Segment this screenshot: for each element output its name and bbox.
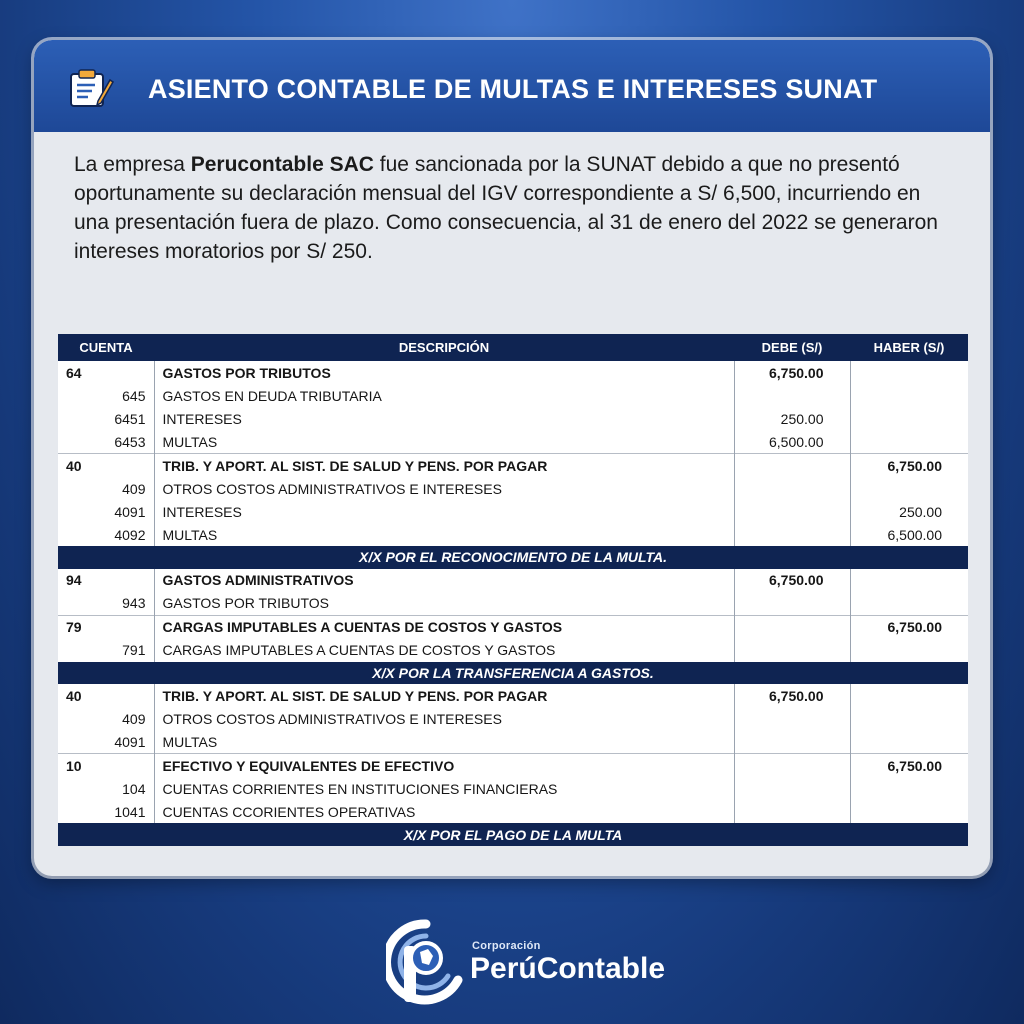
account-description: GASTOS POR TRIBUTOS [154,592,734,616]
debit-amount [734,384,850,407]
account-code: 6453 [58,430,154,454]
account-code: 40 [58,454,154,478]
debit-amount [734,615,850,639]
company-name: Perucontable SAC [190,153,374,176]
subaccount-row [58,707,968,730]
account-row [58,754,968,778]
logo-corporation-label: Corporación [472,940,541,952]
credit-amount [850,730,968,754]
debit-amount: 6,750.00 [734,684,850,707]
credit-amount [850,407,968,430]
account-code: 409 [58,707,154,730]
debit-amount [734,777,850,800]
account-code: 791 [58,639,154,662]
debit-amount: 6,750.00 [734,569,850,592]
credit-amount [850,800,968,823]
account-code: 4091 [58,730,154,754]
entry-note: X/X POR LA TRANSFERENCIA A GASTOS. [58,662,968,685]
entry-note-row [58,546,968,569]
credit-amount [850,639,968,662]
account-description: TRIB. Y APORT. AL SIST. DE SALUD Y PENS. POR PAGAR [154,454,734,478]
account-code: 104 [58,777,154,800]
account-code: 10 [58,754,154,778]
subaccount-row [58,592,968,616]
account-code: 6451 [58,407,154,430]
brand-logo [386,918,706,1008]
credit-amount [850,684,968,707]
subaccount-row [58,384,968,407]
debit-amount [734,800,850,823]
header-debe: DEBE (S/) [734,334,850,361]
account-row [58,454,968,478]
account-code: 64 [58,361,154,384]
account-description: INTERESES [154,500,734,523]
debit-amount: 6,500.00 [734,430,850,454]
perucontable-logo-icon [386,918,464,1006]
account-description: MULTAS [154,430,734,454]
table-body [58,361,968,846]
account-description: MULTAS [154,523,734,546]
account-description: GASTOS ADMINISTRATIVOS [154,569,734,592]
credit-amount: 6,750.00 [850,454,968,478]
intro-text-rest: fue sancionada por la SUNAT debido a que no presentó oportunamente su declaración mensual del IGV correspondiente a S/ 6,500, incurriendo en una presentación fuera de plazo. Como consecuencia, al 31 de enero del 2022 se generaron intereses moratorios por S/ 250. [74,153,938,263]
credit-amount [850,707,968,730]
account-description: CARGAS IMPUTABLES A CUENTAS DE COSTOS Y GASTOS [154,639,734,662]
account-description: CUENTAS CCORIENTES OPERATIVAS [154,800,734,823]
credit-amount [850,477,968,500]
account-description: INTERESES [154,407,734,430]
account-description: GASTOS EN DEUDA TRIBUTARIA [154,384,734,407]
debit-amount [734,730,850,754]
credit-amount: 6,750.00 [850,754,968,778]
debit-amount [734,454,850,478]
header-descripcion: DESCRIPCIÓN [154,334,734,361]
entry-note-row [58,823,968,846]
debit-amount [734,639,850,662]
clipboard-pencil-icon [68,68,114,108]
account-code: 4091 [58,500,154,523]
header-haber: HABER (S/) [850,334,968,361]
account-description: OTROS COSTOS ADMINISTRATIVOS E INTERESES [154,707,734,730]
entry-note: X/X POR EL RECONOCIMENTO DE LA MULTA. [58,546,968,569]
account-row [58,615,968,639]
account-description: GASTOS POR TRIBUTOS [154,361,734,384]
intro-text-start: La empresa [74,153,191,176]
entry-note-row [58,662,968,685]
account-code: 409 [58,477,154,500]
intro-paragraph [74,150,954,266]
credit-amount [850,430,968,454]
account-code: 94 [58,569,154,592]
account-description: EFECTIVO Y EQUIVALENTES DE EFECTIVO [154,754,734,778]
subaccount-row [58,523,968,546]
debit-amount [734,500,850,523]
account-row [58,361,968,384]
subaccount-row [58,500,968,523]
subaccount-row [58,639,968,662]
debit-amount [734,592,850,616]
account-description: CUENTAS CORRIENTES EN INSTITUCIONES FINANCIERAS [154,777,734,800]
subaccount-row [58,407,968,430]
account-description: CARGAS IMPUTABLES A CUENTAS DE COSTOS Y GASTOS [154,615,734,639]
account-row [58,569,968,592]
credit-amount [850,569,968,592]
account-code: 79 [58,615,154,639]
account-description: OTROS COSTOS ADMINISTRATIVOS E INTERESES [154,477,734,500]
account-code: 4092 [58,523,154,546]
debit-amount [734,754,850,778]
debit-amount: 6,750.00 [734,361,850,384]
logo-brand-name: PerúContable [470,952,666,985]
account-row [58,684,968,707]
account-code: 645 [58,384,154,407]
account-code: 943 [58,592,154,616]
account-code: 40 [58,684,154,707]
credit-amount [850,361,968,384]
account-code: 1041 [58,800,154,823]
credit-amount: 6,750.00 [850,615,968,639]
table-header-row [58,334,968,361]
header-cuenta: CUENTA [58,334,154,361]
debit-amount [734,477,850,500]
subaccount-row [58,800,968,823]
subaccount-row [58,730,968,754]
debit-amount [734,523,850,546]
page-title: ASIENTO CONTABLE DE MULTAS E INTERESES SUNAT [148,74,878,104]
credit-amount: 6,500.00 [887,526,942,543]
subaccount-row [58,477,968,500]
entry-note: X/X POR EL PAGO DE LA MULTA [58,823,968,846]
credit-amount [850,592,968,616]
account-description: MULTAS [154,730,734,754]
title-bar [34,40,990,132]
debit-amount [734,707,850,730]
debit-amount: 250.00 [734,407,850,430]
credit-amount [850,384,968,407]
credit-amount [850,777,968,800]
subaccount-row [58,777,968,800]
account-description: TRIB. Y APORT. AL SIST. DE SALUD Y PENS. POR PAGAR [154,684,734,707]
credit-amount: 250.00 [899,503,942,520]
accounting-entry-table [58,334,968,846]
subaccount-row [58,430,968,454]
